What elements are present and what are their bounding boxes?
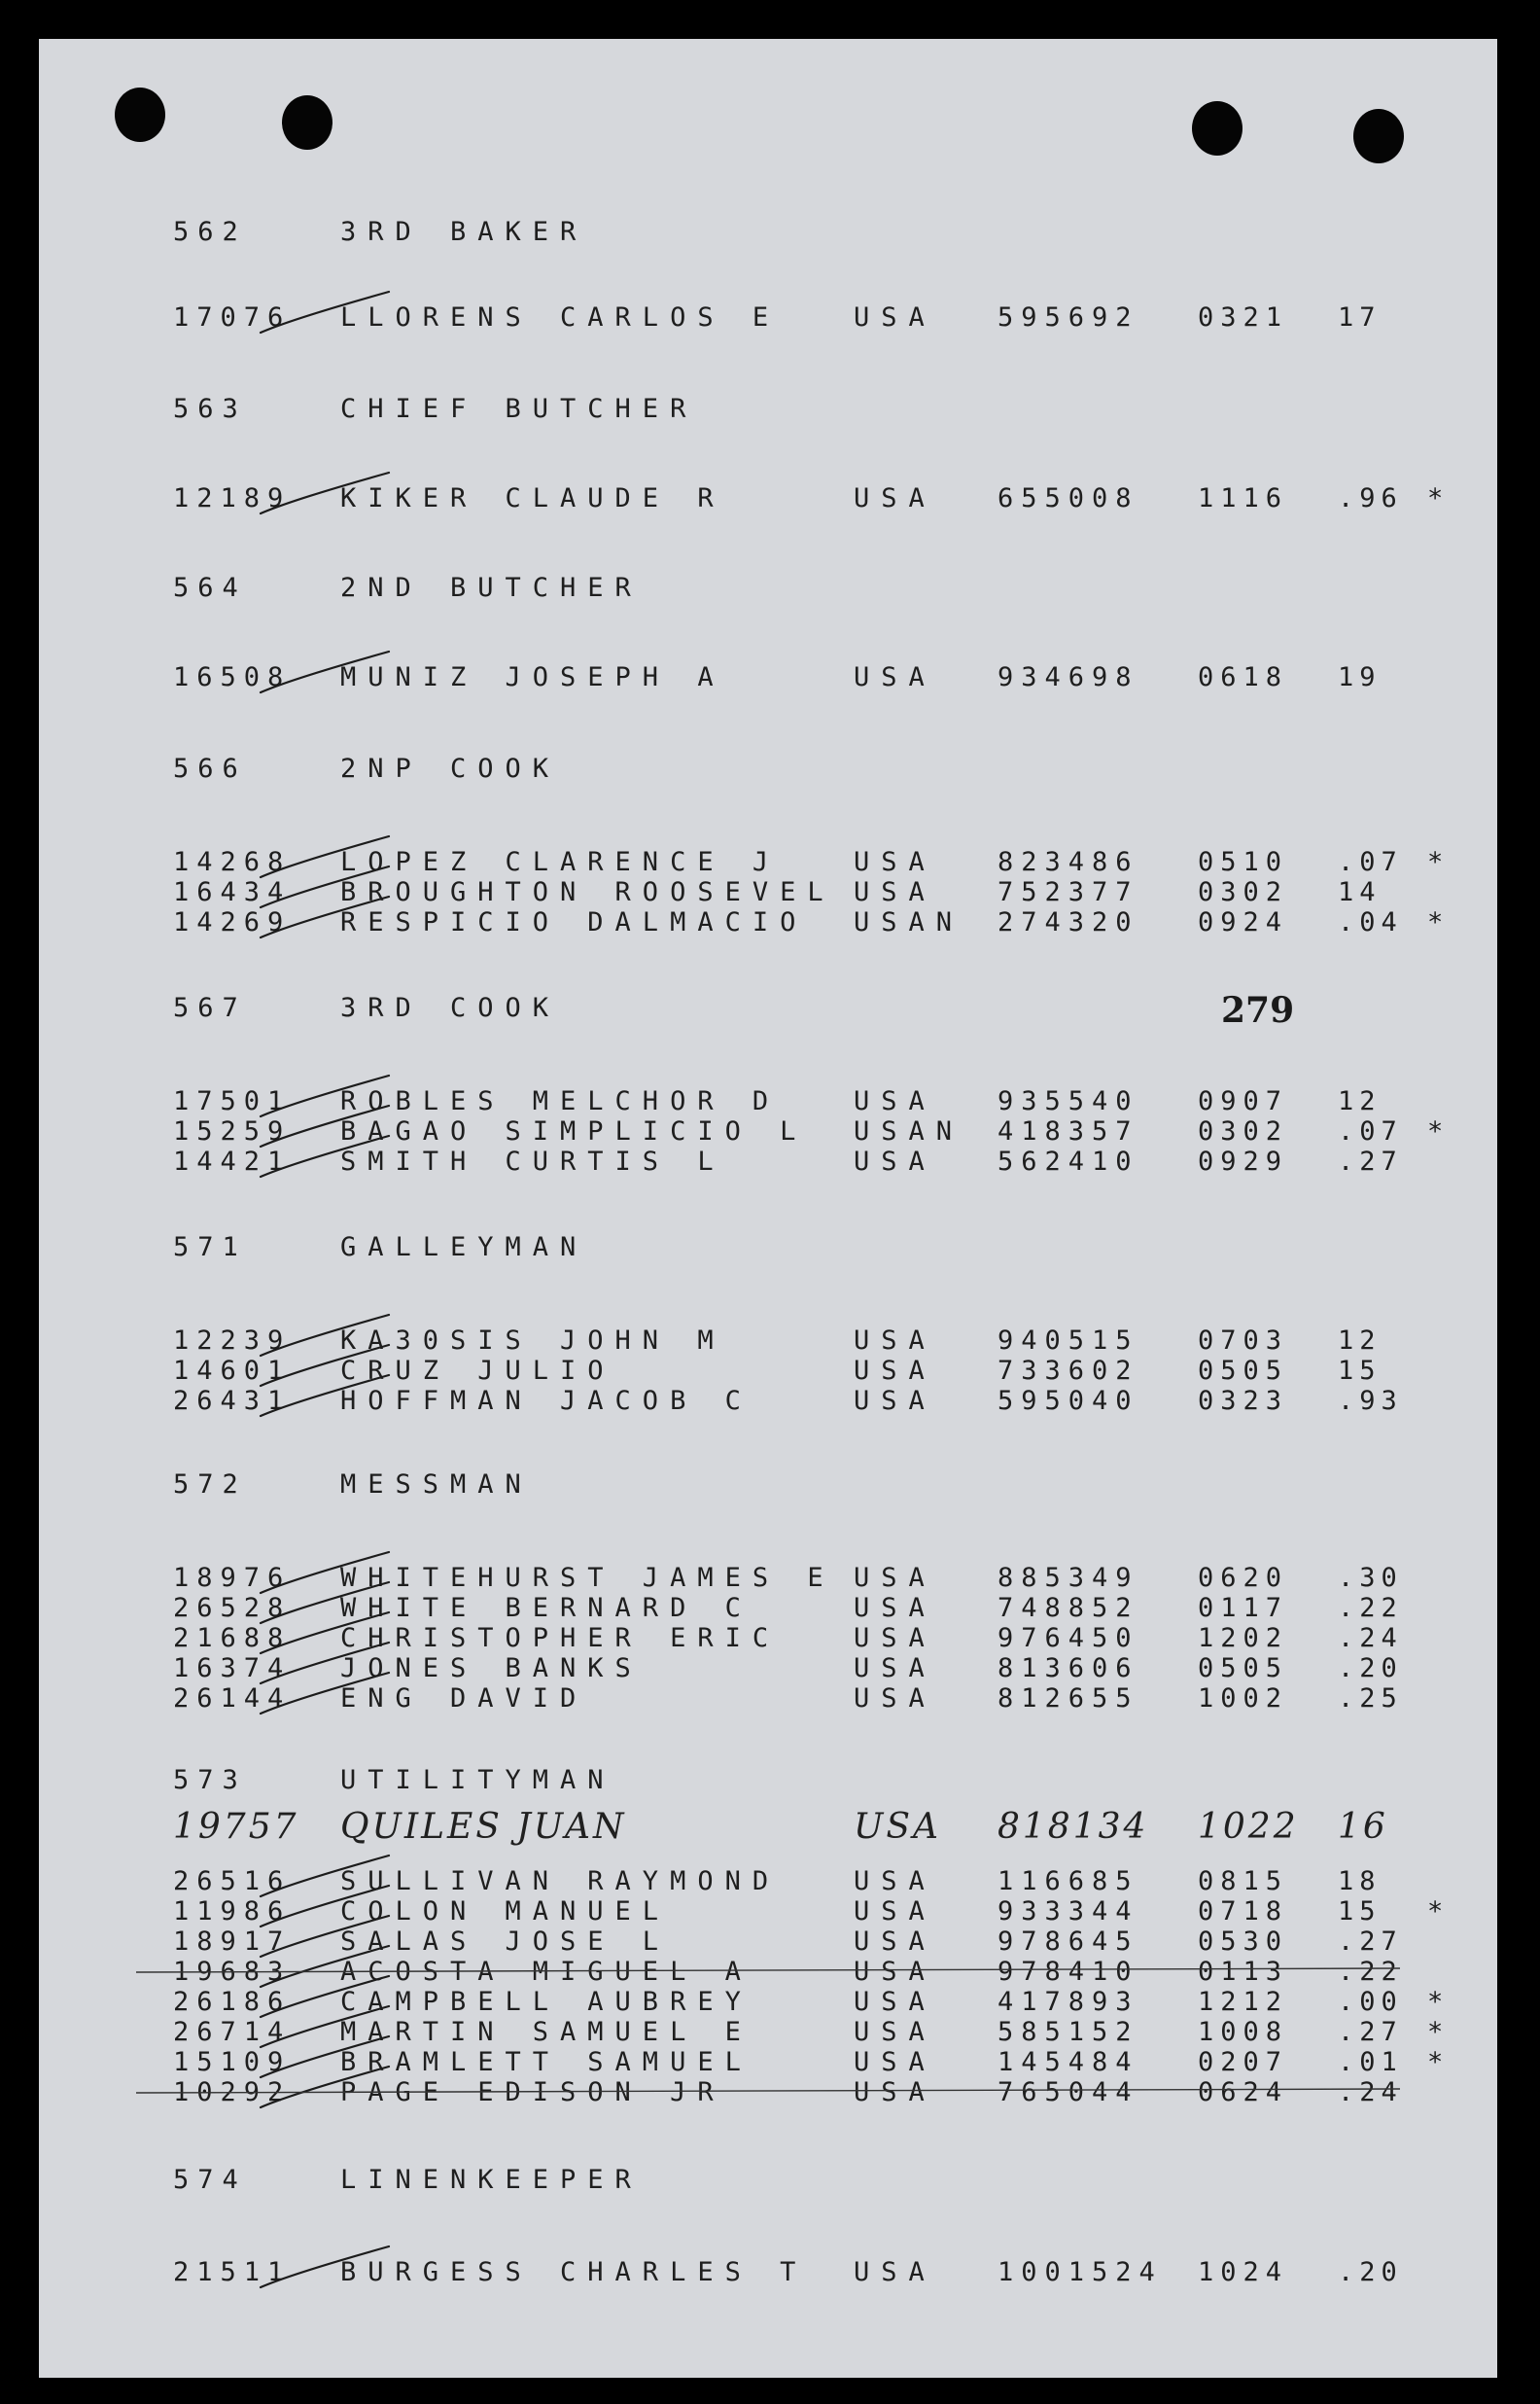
crew-name: LLORENS CARLOS E — [340, 302, 781, 333]
age-value: 19 — [1338, 662, 1382, 692]
citizenship: USA — [854, 2077, 936, 2107]
id-number: 748852 — [998, 1593, 1139, 1623]
citizenship: USA — [854, 1807, 941, 1847]
section-code: 573 — [173, 1765, 247, 1795]
date-code: 0321 — [1198, 302, 1289, 333]
date-code: 0302 — [1198, 1116, 1289, 1147]
date-code: 0907 — [1198, 1086, 1289, 1116]
entry-number: 16508 — [173, 662, 292, 692]
age-value: .27 — [1338, 1147, 1403, 1177]
entry-number: 14601 — [173, 1356, 292, 1386]
age-value: 12 — [1338, 1326, 1382, 1356]
flag-asterisk: * — [1427, 1116, 1444, 1147]
citizenship: USA — [854, 1386, 936, 1416]
citizenship: USA — [854, 2047, 936, 2077]
crew-name: KIKER CLAUDE R — [340, 483, 725, 513]
date-code: 1008 — [1198, 2017, 1289, 2047]
id-number: 976450 — [998, 1623, 1139, 1653]
date-code: 0510 — [1198, 847, 1289, 877]
punch-hole — [1353, 109, 1404, 163]
id-number: 765044 — [998, 2077, 1139, 2107]
date-code: 0718 — [1198, 1896, 1289, 1927]
crew-name: ENG DAVID — [340, 1683, 588, 1714]
date-code: 0505 — [1198, 1356, 1289, 1386]
id-number: 940515 — [998, 1326, 1139, 1356]
section-code: 574 — [173, 2165, 247, 2195]
crew-name: CAMPBELL AUBREY — [340, 1987, 752, 2017]
crew-name: COLON MANUEL — [340, 1896, 671, 1927]
entry-number: 17076 — [173, 302, 292, 333]
section-title: 3RD BAKER — [340, 217, 588, 247]
citizenship: USA — [854, 302, 936, 333]
age-value: .04 — [1338, 907, 1403, 937]
section-code: 566 — [173, 754, 247, 784]
entry-number: 12239 — [173, 1326, 292, 1356]
id-number: 934698 — [998, 662, 1139, 692]
date-code: 0113 — [1198, 1957, 1289, 1987]
punch-hole — [1192, 101, 1242, 156]
date-code: 0302 — [1198, 877, 1289, 907]
document-page — [39, 39, 1497, 2378]
citizenship: USA — [854, 1987, 936, 2017]
entry-number: 19683 — [173, 1957, 292, 1987]
crew-name: CRUZ JULIO — [340, 1356, 615, 1386]
age-value: 12 — [1338, 1086, 1382, 1116]
entry-number: 26714 — [173, 2017, 292, 2047]
id-number: 116685 — [998, 1866, 1139, 1896]
age-value: .24 — [1338, 2077, 1403, 2107]
entry-number: 15109 — [173, 2047, 292, 2077]
date-code: 0117 — [1198, 1593, 1289, 1623]
citizenship: USA — [854, 1563, 936, 1593]
entry-number: 11986 — [173, 1896, 292, 1927]
crew-name: BAGAO SIMPLICIO L — [340, 1116, 808, 1147]
crew-name: SULLIVAN RAYMOND — [340, 1866, 781, 1896]
age-value: .00 — [1338, 1987, 1403, 2017]
id-number: 733602 — [998, 1356, 1139, 1386]
date-code: 0505 — [1198, 1653, 1289, 1683]
citizenship: USA — [854, 1086, 936, 1116]
entry-number: 19757 — [173, 1807, 299, 1847]
entry-number: 26528 — [173, 1593, 292, 1623]
age-value: 17 — [1338, 302, 1382, 333]
id-number: 655008 — [998, 483, 1139, 513]
punch-hole — [282, 95, 332, 150]
citizenship: USA — [854, 847, 936, 877]
entry-number: 14268 — [173, 847, 292, 877]
id-number: 417893 — [998, 1987, 1139, 2017]
age-value: .25 — [1338, 1683, 1403, 1714]
flag-asterisk: * — [1427, 483, 1444, 513]
date-code: 1002 — [1198, 1683, 1289, 1714]
age-value: .01 — [1338, 2047, 1403, 2077]
section-title: GALLEYMAN — [340, 1232, 588, 1262]
section-title: UTILITYMAN — [340, 1765, 615, 1795]
section-title: 2NP COOK — [340, 754, 561, 784]
entry-number: 26516 — [173, 1866, 292, 1896]
id-number: 978410 — [998, 1957, 1139, 1987]
section-code: 564 — [173, 573, 247, 603]
crew-name: ROBLES MELCHOR D — [340, 1086, 781, 1116]
crew-name: WHITEHURST JAMES E — [340, 1563, 835, 1593]
crew-name: RESPICIO DALMACIO — [340, 907, 808, 937]
crew-name: ACOSTA MIGUEL A — [340, 1957, 752, 1987]
id-number: 1001524 — [998, 2257, 1163, 2287]
citizenship: USAN — [854, 1116, 964, 1147]
citizenship: USA — [854, 1896, 936, 1927]
id-number: 752377 — [998, 877, 1139, 907]
section-title: 2ND BUTCHER — [340, 573, 643, 603]
id-number: 813606 — [998, 1653, 1139, 1683]
citizenship: USA — [854, 1326, 936, 1356]
citizenship: USA — [854, 1356, 936, 1386]
crew-name: BROUGHTON ROOSEVEL — [340, 877, 835, 907]
crew-name: PAGE EDISON JR — [340, 2077, 725, 2107]
citizenship: USA — [854, 483, 936, 513]
age-value: .24 — [1338, 1623, 1403, 1653]
flag-asterisk: * — [1427, 847, 1444, 877]
entry-number: 18976 — [173, 1563, 292, 1593]
entry-number: 10292 — [173, 2077, 292, 2107]
entry-number: 14269 — [173, 907, 292, 937]
citizenship: USA — [854, 2257, 936, 2287]
date-code: 0815 — [1198, 1866, 1289, 1896]
crew-name: KA30SIS JOHN M — [340, 1326, 725, 1356]
id-number: 595692 — [998, 302, 1139, 333]
entry-number: 26144 — [173, 1683, 292, 1714]
crew-name: MUNIZ JOSEPH A — [340, 662, 725, 692]
age-value: .22 — [1338, 1593, 1403, 1623]
entry-number: 16434 — [173, 877, 292, 907]
crew-name: CHRISTOPHER ERIC — [340, 1623, 781, 1653]
id-number: 562410 — [998, 1147, 1139, 1177]
date-code: 0618 — [1198, 662, 1289, 692]
id-number: 935540 — [998, 1086, 1139, 1116]
crew-name: BURGESS CHARLES T — [340, 2257, 808, 2287]
citizenship: USA — [854, 1683, 936, 1714]
age-value: .22 — [1338, 1957, 1403, 1987]
id-number: 274320 — [998, 907, 1139, 937]
crew-name: LOPEZ CLARENCE J — [340, 847, 781, 877]
flag-asterisk: * — [1427, 1896, 1444, 1927]
id-number: 595040 — [998, 1386, 1139, 1416]
citizenship: USAN — [854, 907, 964, 937]
flag-asterisk: * — [1427, 2047, 1444, 2077]
id-number: 933344 — [998, 1896, 1139, 1927]
entry-number: 15259 — [173, 1116, 292, 1147]
date-code: 0620 — [1198, 1563, 1289, 1593]
age-value: 16 — [1338, 1807, 1388, 1847]
section-title: LINENKEEPER — [340, 2165, 643, 2195]
entry-number: 14421 — [173, 1147, 292, 1177]
punch-hole — [115, 88, 165, 142]
section-title: 3RD COOK — [340, 993, 561, 1023]
id-number: 818134 — [998, 1807, 1149, 1847]
id-number: 823486 — [998, 847, 1139, 877]
entry-number: 16374 — [173, 1653, 292, 1683]
id-number: 418357 — [998, 1116, 1139, 1147]
citizenship: USA — [854, 662, 936, 692]
date-code: 0207 — [1198, 2047, 1289, 2077]
date-code: 0924 — [1198, 907, 1289, 937]
date-code: 0624 — [1198, 2077, 1289, 2107]
date-code: 1024 — [1198, 2257, 1289, 2287]
crew-name: MARTIN SAMUEL E — [340, 2017, 752, 2047]
id-number: 812655 — [998, 1683, 1139, 1714]
citizenship: USA — [854, 877, 936, 907]
section-code: 567 — [173, 993, 247, 1023]
section-code: 572 — [173, 1469, 247, 1500]
entry-number: 17501 — [173, 1086, 292, 1116]
citizenship: USA — [854, 1593, 936, 1623]
entry-number: 12189 — [173, 483, 292, 513]
date-code: 0929 — [1198, 1147, 1289, 1177]
crew-name: QUILES JUAN — [340, 1807, 627, 1847]
section-title: CHIEF BUTCHER — [340, 394, 698, 424]
flag-asterisk: * — [1427, 2017, 1444, 2047]
age-value: 15 — [1338, 1356, 1382, 1386]
entry-number: 21688 — [173, 1623, 292, 1653]
id-number: 978645 — [998, 1927, 1139, 1957]
age-value: 14 — [1338, 877, 1382, 907]
citizenship: USA — [854, 1147, 936, 1177]
id-number: 885349 — [998, 1563, 1139, 1593]
citizenship: USA — [854, 1927, 936, 1957]
date-code: 0323 — [1198, 1386, 1289, 1416]
flag-asterisk: * — [1427, 1987, 1444, 2017]
date-code: 1022 — [1198, 1807, 1299, 1847]
age-value: .27 — [1338, 2017, 1403, 2047]
crew-name: WHITE BERNARD C — [340, 1593, 752, 1623]
entry-number: 18917 — [173, 1927, 292, 1957]
citizenship: USA — [854, 1653, 936, 1683]
citizenship: USA — [854, 1623, 936, 1653]
age-value: .20 — [1338, 1653, 1403, 1683]
citizenship: USA — [854, 2017, 936, 2047]
age-value: .27 — [1338, 1927, 1403, 1957]
age-value: .07 — [1338, 1116, 1403, 1147]
date-code: 1116 — [1198, 483, 1289, 513]
page-number-stamp: 279 — [1221, 990, 1295, 1031]
age-value: .20 — [1338, 2257, 1403, 2287]
date-code: 1212 — [1198, 1987, 1289, 2017]
crew-name: BRAMLETT SAMUEL — [340, 2047, 752, 2077]
age-value: 15 — [1338, 1896, 1382, 1927]
entry-number: 21511 — [173, 2257, 292, 2287]
age-value: .07 — [1338, 847, 1403, 877]
id-number: 145484 — [998, 2047, 1139, 2077]
entry-number: 26186 — [173, 1987, 292, 2017]
age-value: 18 — [1338, 1866, 1382, 1896]
crew-name: SALAS JOSE L — [340, 1927, 671, 1957]
entry-number: 26431 — [173, 1386, 292, 1416]
flag-asterisk: * — [1427, 907, 1444, 937]
section-title: MESSMAN — [340, 1469, 533, 1500]
date-code: 0530 — [1198, 1927, 1289, 1957]
crew-name: HOFFMAN JACOB C — [340, 1386, 752, 1416]
section-code: 563 — [173, 394, 247, 424]
age-value: .93 — [1338, 1386, 1403, 1416]
crew-name: SMITH CURTIS L — [340, 1147, 725, 1177]
citizenship: USA — [854, 1957, 936, 1987]
crew-name: JONES BANKS — [340, 1653, 643, 1683]
date-code: 1202 — [1198, 1623, 1289, 1653]
section-code: 571 — [173, 1232, 247, 1262]
date-code: 0703 — [1198, 1326, 1289, 1356]
id-number: 585152 — [998, 2017, 1139, 2047]
citizenship: USA — [854, 1866, 936, 1896]
age-value: .96 — [1338, 483, 1403, 513]
section-code: 562 — [173, 217, 247, 247]
age-value: .30 — [1338, 1563, 1403, 1593]
